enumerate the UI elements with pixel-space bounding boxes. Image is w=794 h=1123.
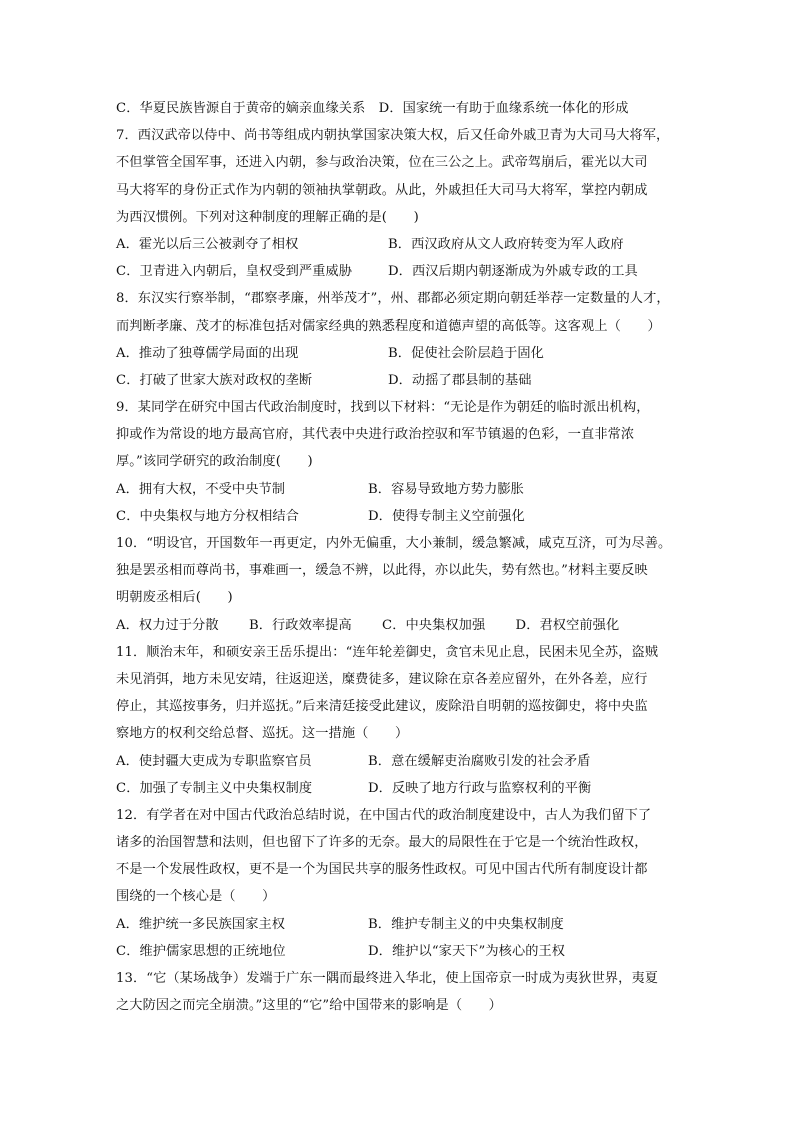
- question-10-options-row: [116, 612, 686, 639]
- option-b: B．行政效率提高: [248, 617, 352, 633]
- question-10-text: 明朝废丞相后( ): [116, 590, 233, 606]
- option-a: A．拥有大权，不受中央节制: [116, 481, 286, 497]
- question-11-text: 察地方的权利交给总督、巡抚。这一措施（ ）: [116, 726, 409, 742]
- option-a: A．霍光以后三公被剥夺了相权: [116, 236, 299, 252]
- option-b: B．西汉政府从文人政府转变为军人政府: [388, 236, 624, 252]
- question-9-options-row: [116, 503, 686, 530]
- question-7-text: 为西汉惯例。下列对这种制度的理解正确的是( ): [116, 209, 419, 225]
- question-12-text: 12．有学者在对中国古代政治总结时说，在中国古代的政治制度建设中，古人为我们留下了: [116, 807, 652, 823]
- question-9-options-row: [116, 476, 686, 503]
- question-11-options-row: [116, 775, 686, 802]
- question-8-options-row: [116, 367, 686, 394]
- option-d: D．动摇了郡县制的基础: [388, 372, 532, 388]
- option-d: D．反映了地方行政与监察权利的平衡: [368, 780, 592, 796]
- question-8-text: 8．东汉实行察举制，“郡察孝廉，州举茂才”，州、郡都必须定期向朝廷举荐一定数量的人才，: [116, 291, 670, 307]
- question-11-text: 停止，其巡按事务，归并巡抚。”后来清廷接受此建议，废除沿自明朝的巡按御史，将中央监: [116, 699, 648, 715]
- question-9-text: 9．某同学在研究中国古代政治制度时，找到以下材料：“无论是作为朝廷的临时派出机构，: [116, 400, 650, 416]
- option-a: A．权力过于分散: [116, 617, 219, 633]
- question-10-text: 10．“明设官，开国数年一再更定，内外无偏重，大小兼制，缓急繁减，咸克互济，可为尽善。: [116, 536, 672, 551]
- question-7-options-row: [116, 258, 686, 285]
- question-8-options-row: [116, 340, 686, 367]
- question-11-text: 11．顺治末年，和硕安亲王岳乐提出：“连年轮差御史，贪官未见止息，民困未见全苏，盗贼: [116, 644, 659, 660]
- question-9-text: 厚。”该同学研究的政治制度( ): [116, 454, 313, 470]
- question-7-text: 不但掌管全国军事，还进入内朝，参与政治决策，位在三公之上。武帝驾崩后，霍光以大司: [116, 155, 648, 171]
- option-b: B．意在缓解吏治腐败引发的社会矛盾: [368, 753, 591, 769]
- option-d: D．使得专制主义空前强化: [368, 508, 525, 524]
- option-c: C．打破了世家大族对政权的垄断: [116, 372, 313, 388]
- question-8-text: 而判断孝廉、茂才的标准包括对儒家经典的熟悉程度和道德声望的高低等。这客观上（ ）: [116, 318, 661, 334]
- question-7-text: 7．西汉武帝以侍中、尚书等组成内朝执掌国家决策大权，后又任命外戚卫青为大司马大将军，: [116, 128, 670, 144]
- option-c: C．加强了专制主义中央集权制度: [116, 780, 313, 796]
- question-12-text: 不是一个发展性政权，更不是一个为国民共享的服务性政权。可见中国古代所有制度设计都: [116, 862, 648, 878]
- question-12-options-row: [116, 938, 686, 965]
- question-13-text: 之大防因之而完全崩溃。”这里的“它”给中国带来的影响是（ ）: [116, 998, 502, 1014]
- option-c: C．中央集权与地方分权相结合: [116, 508, 299, 524]
- question-7-text: 马大将军的身份正式作为内朝的领袖执掌朝政。从此，外戚担任大司马大将军，掌控内朝成: [116, 182, 648, 198]
- question-13-text: 13．“它（某场战争）发端于广东一隅而最终进入华北，使上国帝京一时成为夷狄世界，夷夏: [116, 971, 659, 986]
- question-12-options-row: [116, 911, 686, 938]
- question-7-options-row: [116, 231, 686, 258]
- option-c: C．中央集权加强: [382, 617, 486, 633]
- option-c: C．维护儒家思想的正统地位: [116, 943, 286, 959]
- option-b: B．促使社会阶层趋于固化: [388, 345, 544, 361]
- option-d: D．君权空前强化: [515, 617, 620, 633]
- question-9-text: 抑或作为常设的地方最高官府，其代表中央进行政治控驭和军节镇遏的色彩，一直非常浓: [116, 427, 635, 443]
- option-b: B．容易导致地方势力膨胀: [368, 481, 524, 497]
- option-c: C．卫青进入内朝后，皇权受到严重威胁: [116, 264, 353, 280]
- option-a: A．维护统一多民族国家主权: [116, 916, 286, 932]
- question-12-text: 诸多的治国智慧和法则，但也留下了许多的无奈。最大的局限性在于它是一个统治性政权，: [116, 835, 648, 851]
- option-a: A．推动了独尊儒学局面的出现: [116, 345, 299, 361]
- option-d: D．维护以“家天下”为核心的王权: [368, 943, 566, 959]
- option-a: A．使封疆大吏成为专职监察官员: [116, 753, 312, 769]
- option-b: B．维护专制主义的中央集权制度: [368, 916, 564, 932]
- question-10-text: 独是罢丞相而尊尚书，事难画一，缓急不辨，以此得，亦以此失，势有然也。”材料主要反映: [116, 563, 648, 579]
- q6-options-cd: C．华夏民族皆源自于黄帝的嫡亲血缘关系 D．国家统一有助于血缘系统一体化的形成: [116, 101, 629, 116]
- option-d: D．西汉后期内朝逐渐成为外戚专政的工具: [388, 264, 638, 280]
- question-12-text: 围绕的一个核心是（ ）: [116, 889, 276, 905]
- exam-page: [116, 95, 686, 1019]
- question-11-text: 未见消弭，地方未见安靖，往返迎送，糜费徒多，建议除在京各差应留外，在外各差，应行: [116, 671, 648, 687]
- question-11-options-row: [116, 748, 686, 775]
